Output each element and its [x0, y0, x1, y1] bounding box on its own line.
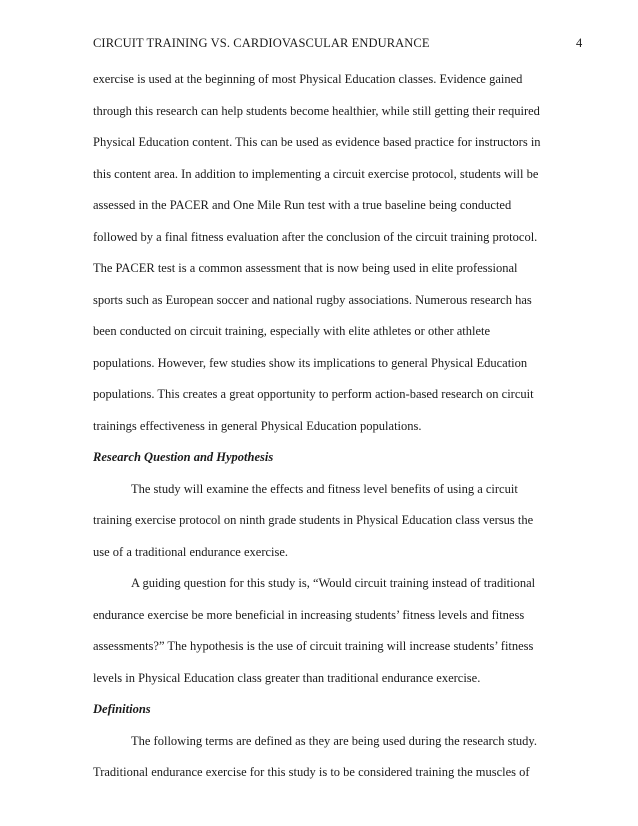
section-heading: Research Question and Hypothesis [93, 450, 274, 464]
text-line: populations. This creates a great opportunity to perform action-based research on circuit [93, 387, 534, 401]
text-line: assessed in the PACER and One Mile Run test with a true baseline being conducted [93, 198, 512, 212]
text-line: been conducted on circuit training, especially with elite athletes or other athlete [93, 324, 491, 338]
text-line: exercise is used at the beginning of most Physical Education classes. Evidence gained [93, 72, 523, 86]
text-line: endurance exercise be more beneficial in increasing students’ fitness levels and fitness [93, 607, 525, 622]
text-line: use of a traditional endurance exercise. [93, 544, 289, 559]
text-line: followed by a final fitness evaluation after the conclusion of the circuit training protocol. [93, 229, 538, 244]
text-line: training exercise protocol on ninth grade students in Physical Education class versus the [93, 513, 534, 527]
text-line: The following terms are defined as they are being used during the research study. [131, 733, 537, 748]
text-line: Physical Education content. This can be used as evidence based practice for instructors in [93, 135, 541, 149]
text-line: sports such as European soccer and national rugby associations. Numerous research has [93, 292, 532, 307]
text-line: Traditional endurance exercise for this study is to be considered training the muscles of [93, 765, 530, 779]
body-text [93, 64, 553, 789]
text-line: populations. However, few studies show its implications to general Physical Education [93, 355, 528, 370]
text-line: through this research can help students become healthier, while still getting their required [93, 103, 540, 118]
text-line: The PACER test is a common assessment that is now being used in elite professional [93, 261, 518, 275]
text-line: The study will examine the effects and fitness level benefits of using a circuit [131, 481, 518, 496]
section-heading: Definitions [93, 702, 151, 716]
text-line: this content area. In addition to implementing a circuit exercise protocol, students will be [93, 166, 539, 181]
text-line: assessments?” The hypothesis is the use of circuit training will increase students’ fitness [93, 639, 534, 653]
text-line: A guiding question for this study is, “Would circuit training instead of traditional [131, 576, 536, 590]
text-line: trainings effectiveness in general Physical Education populations. [93, 418, 422, 433]
running-head: CIRCUIT TRAINING VS. CARDIOVASCULAR ENDURANCE [93, 36, 430, 50]
text-line: levels in Physical Education class greater than traditional endurance exercise. [93, 670, 481, 685]
page-number: 4 [576, 36, 583, 50]
